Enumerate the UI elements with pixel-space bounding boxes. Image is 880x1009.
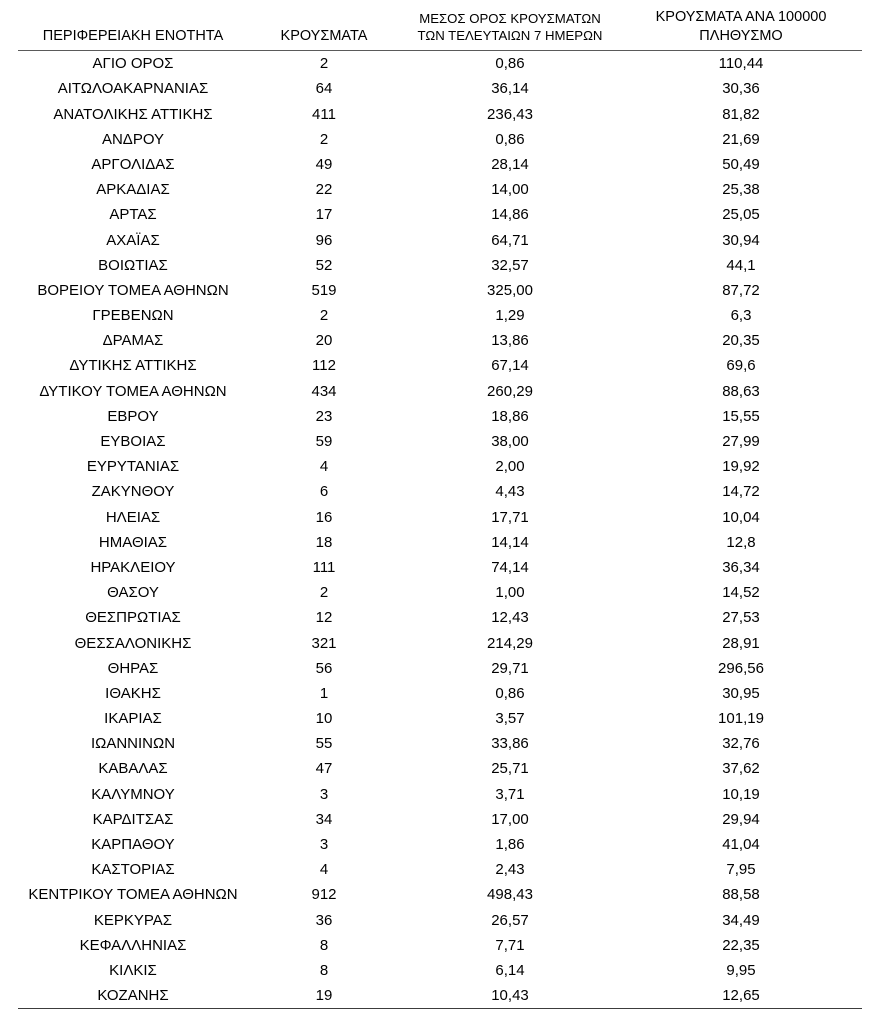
cell-cases: 321 — [311, 634, 337, 652]
column-header-per100k-line1: ΚΡΟΥΣΜΑΤΑ ΑΝΑ 100000 — [655, 9, 827, 25]
cell-region: ΑΝΔΡΟΥ — [101, 130, 165, 148]
cell-avg7: 7,71 — [495, 936, 525, 954]
cell-per100k: 25,05 — [722, 206, 760, 224]
cell-region: ΑΝΑΤΟΛΙΚΗΣ ΑΤΤΙΚΗΣ — [53, 105, 213, 123]
cell-per100k: 7,95 — [726, 861, 756, 879]
cell-per100k: 10,04 — [722, 508, 760, 526]
table-row — [18, 807, 862, 832]
cell-avg7: 18,86 — [491, 407, 529, 425]
cell-avg7: 3,57 — [495, 710, 525, 728]
cell-cases: 52 — [315, 256, 333, 274]
table-row — [18, 555, 862, 580]
cell-region: ΙΩΑΝΝΙΝΩΝ — [90, 735, 176, 753]
cell-cases: 23 — [315, 407, 333, 425]
cell-cases: 22 — [315, 181, 333, 199]
cell-cases: 3 — [319, 836, 329, 853]
cell-per100k: 27,99 — [722, 433, 760, 450]
column-header-per100k — [620, 8, 862, 51]
table-row — [18, 101, 862, 126]
cell-cases: 2 — [319, 584, 329, 602]
column-header-region: ΠΕΡΙΦΕΡΕΙΑΚΗ ΕΝΟΤΗΤΑ — [42, 27, 224, 44]
cell-cases: 18 — [315, 533, 333, 551]
cell-cases: 2 — [319, 307, 329, 325]
cell-per100k: 44,1 — [726, 256, 756, 274]
cell-avg7: 0,86 — [400, 51, 620, 77]
cell-per100k: 36,34 — [722, 558, 760, 576]
cell-per100k: 19,92 — [722, 458, 760, 476]
cell-cases: 8 — [319, 936, 329, 954]
cell-avg7: 498,43 — [487, 886, 533, 904]
cell-region: ΔΥΤΙΚΟΥ ΤΟΜΕΑ ΑΘΗΝΩΝ — [39, 382, 227, 400]
table-row — [18, 303, 862, 328]
cell-cases: 55 — [315, 735, 333, 753]
table-row — [18, 454, 862, 479]
table-row — [18, 328, 862, 353]
table-row — [18, 706, 862, 731]
cell-per100k: 29,94 — [722, 810, 760, 828]
cell-per100k: 34,49 — [722, 911, 760, 929]
table-row — [18, 404, 862, 429]
cell-avg7: 17,00 — [491, 810, 529, 828]
cell-cases: 49 — [315, 155, 333, 173]
cell-region: ΚΕΝΤΡΙΚΟΥ ΤΟΜΕΑ ΑΘΗΝΩΝ — [28, 886, 238, 904]
cell-avg7: 38,00 — [491, 433, 529, 450]
cell-avg7: 214,29 — [487, 634, 533, 652]
cell-cases: 411 — [312, 105, 336, 123]
cell-region: ΑΡΚΑΔΙΑΣ — [96, 181, 170, 199]
cell-region: ΙΘΑΚΗΣ — [105, 684, 161, 702]
cell-avg7: 1,00 — [495, 584, 525, 602]
cell-per100k: 12,65 — [620, 983, 862, 1009]
cell-per100k: 21,69 — [722, 130, 760, 148]
cell-per100k: 50,49 — [722, 155, 760, 173]
cell-region: ΒΟΡΕΙΟΥ ΤΟΜΕΑ ΑΘΗΝΩΝ — [37, 281, 229, 299]
table-row — [18, 253, 862, 278]
cell-cases: 1 — [319, 684, 329, 702]
regional-cases-table — [18, 8, 862, 1009]
cell-cases: 912 — [311, 886, 337, 904]
cell-per100k: 27,53 — [722, 609, 760, 627]
cell-per100k: 12,8 — [726, 533, 756, 551]
cell-per100k: 88,58 — [722, 886, 760, 904]
cell-region: ΓΡΕΒΕΝΩΝ — [92, 307, 174, 325]
cell-region: ΘΗΡΑΣ — [107, 659, 159, 677]
cell-cases: 10 — [315, 710, 333, 728]
cell-region: ΗΜΑΘΙΑΣ — [98, 533, 168, 551]
cell-region: ΘΑΣΟΥ — [107, 584, 159, 602]
cell-per100k: 10,19 — [722, 785, 760, 803]
cell-avg7: 13,86 — [491, 332, 529, 350]
cell-region: ΚΑΒΑΛΑΣ — [98, 760, 168, 778]
table-row — [18, 127, 862, 152]
cell-region: ΚΑΛΥΜΝΟΥ — [91, 785, 175, 803]
cell-region: ΔΡΑΜΑΣ — [102, 332, 164, 350]
cell-cases: 19 — [248, 983, 400, 1009]
cell-region: ΗΛΕΙΑΣ — [105, 508, 161, 526]
cell-per100k: 14,52 — [722, 584, 760, 602]
cell-region: ΑΙΤΩΛΟΑΚΑΡΝΑΝΙΑΣ — [57, 80, 209, 98]
cell-per100k: 30,36 — [722, 80, 760, 98]
table-row — [18, 605, 862, 630]
table-row — [18, 630, 862, 655]
cell-per100k: 32,76 — [722, 735, 760, 753]
cell-cases: 8 — [319, 961, 329, 979]
cell-avg7: 2,00 — [495, 458, 525, 476]
table-row — [18, 731, 862, 756]
cell-avg7: 6,14 — [495, 961, 525, 979]
cell-cases: 112 — [312, 357, 336, 375]
cell-region: ΕΥΡΥΤΑΝΙΑΣ — [86, 458, 180, 476]
table-row — [18, 756, 862, 781]
cell-cases: 96 — [315, 231, 333, 249]
table-row — [18, 278, 862, 303]
cell-avg7: 3,71 — [495, 785, 525, 803]
cell-cases: 2 — [248, 51, 400, 77]
table-row — [18, 177, 862, 202]
cell-avg7: 25,71 — [491, 760, 529, 778]
cell-per100k: 14,72 — [722, 483, 760, 501]
cell-per100k: 110,44 — [620, 51, 862, 77]
cell-region: ΕΒΡΟΥ — [107, 407, 159, 425]
cell-avg7: 29,71 — [491, 659, 529, 677]
cell-per100k: 81,82 — [722, 105, 760, 123]
cell-avg7: 1,86 — [495, 836, 525, 853]
cell-avg7: 4,43 — [495, 483, 525, 501]
table-row — [18, 202, 862, 227]
cell-per100k: 69,6 — [726, 357, 756, 375]
column-header-avg7 — [400, 8, 620, 51]
cell-cases: 64 — [315, 80, 333, 98]
cell-cases: 17 — [315, 206, 333, 224]
cell-per100k: 30,94 — [722, 231, 760, 249]
table-row — [18, 857, 862, 882]
column-header-avg7-line1: ΜΕΣΟΣ ΟΡΟΣ ΚΡΟΥΣΜΑΤΩΝ — [419, 11, 601, 27]
cell-per100k: 20,35 — [722, 332, 760, 350]
cell-avg7: 36,14 — [491, 80, 529, 98]
table-row — [18, 51, 862, 77]
cell-cases: 47 — [315, 760, 333, 778]
cell-cases: 12 — [315, 609, 333, 627]
cell-cases: 56 — [315, 659, 333, 677]
cell-avg7: 236,43 — [487, 105, 533, 123]
cell-per100k: 101,19 — [718, 710, 764, 728]
table-row — [18, 152, 862, 177]
cell-per100k: 22,35 — [722, 936, 760, 954]
cell-region: ΒΟΙΩΤΙΑΣ — [98, 256, 168, 274]
cell-per100k: 30,95 — [722, 684, 760, 702]
cell-avg7: 64,71 — [491, 231, 529, 249]
table-header-row — [18, 8, 862, 51]
table-row — [18, 429, 862, 454]
cell-avg7: 28,14 — [491, 155, 529, 173]
cell-per100k: 37,62 — [722, 760, 760, 778]
table-row — [18, 782, 862, 807]
table-header — [18, 8, 862, 51]
table-row — [18, 353, 862, 378]
cell-cases: 36 — [315, 911, 333, 929]
cell-cases: 111 — [312, 558, 336, 576]
cell-region: ΚΟΖΑΝΗΣ — [18, 983, 248, 1009]
cell-avg7: 260,29 — [487, 382, 533, 400]
cell-per100k: 41,04 — [722, 836, 760, 853]
cell-cases: 3 — [319, 785, 329, 803]
cell-region: ΚΕΦΑΛΛΗΝΙΑΣ — [79, 936, 187, 954]
cell-per100k: 88,63 — [722, 382, 760, 400]
cell-cases: 34 — [315, 810, 333, 828]
table-row — [18, 681, 862, 706]
table-row — [18, 933, 862, 958]
cell-cases: 6 — [319, 483, 329, 501]
cell-cases: 519 — [311, 281, 337, 299]
cell-cases: 20 — [315, 332, 333, 350]
column-header-cases: ΚΡΟΥΣΜΑΤΑ — [280, 27, 368, 44]
column-header-avg7-line2: ΤΩΝ ΤΕΛΕΥΤΑΙΩΝ 7 ΗΜΕΡΩΝ — [417, 28, 603, 44]
cell-avg7: 26,57 — [491, 911, 529, 929]
table-row — [18, 227, 862, 252]
cell-avg7: 1,29 — [495, 307, 525, 325]
cell-region: ΑΡΓΟΛΙΔΑΣ — [91, 155, 175, 173]
cell-cases: 2 — [319, 130, 329, 148]
cell-per100k: 28,91 — [722, 634, 760, 652]
cell-region: ΚΕΡΚΥΡΑΣ — [93, 911, 173, 929]
cell-avg7: 32,57 — [491, 256, 529, 274]
cell-avg7: 14,14 — [491, 533, 529, 551]
table-row — [18, 907, 862, 932]
cell-avg7: 0,86 — [495, 684, 525, 702]
cell-region: ΑΧΑΪΑΣ — [106, 231, 160, 249]
cell-cases: 59 — [315, 433, 333, 450]
table-row — [18, 479, 862, 504]
table-body — [18, 51, 862, 1009]
cell-region: ΑΡΤΑΣ — [109, 206, 157, 224]
cell-avg7: 12,43 — [491, 609, 529, 627]
cell-per100k: 15,55 — [722, 407, 760, 425]
cell-avg7: 2,43 — [495, 861, 525, 879]
cell-region: ΚΑΣΤΟΡΙΑΣ — [91, 861, 175, 879]
cell-region: ΚΑΡΠΑΘΟΥ — [91, 836, 175, 853]
cell-per100k: 87,72 — [722, 281, 760, 299]
cell-cases: 4 — [319, 861, 329, 879]
table-row — [18, 580, 862, 605]
cell-cases: 4 — [319, 458, 329, 476]
cell-avg7: 17,71 — [491, 508, 529, 526]
cell-avg7: 0,86 — [495, 130, 525, 148]
table-row — [18, 379, 862, 404]
cell-region: ΙΚΑΡΙΑΣ — [104, 710, 162, 728]
cell-avg7: 10,43 — [400, 983, 620, 1009]
column-header-per100k-line2: ΠΛΗΘΥΣΜΟ — [699, 27, 783, 44]
cell-region: ΑΓΙΟ ΟΡΟΣ — [18, 51, 248, 77]
cell-region: ΗΡΑΚΛΕΙΟΥ — [90, 558, 176, 576]
cell-region: ΚΙΛΚΙΣ — [109, 961, 157, 979]
cell-per100k: 9,95 — [726, 961, 756, 979]
table-row — [18, 958, 862, 983]
table-row — [18, 656, 862, 681]
cell-per100k: 6,3 — [730, 307, 752, 325]
cell-avg7: 14,00 — [491, 181, 529, 199]
cell-cases: 16 — [315, 508, 333, 526]
cell-region: ΘΕΣΠΡΩΤΙΑΣ — [85, 609, 181, 627]
cell-avg7: 33,86 — [491, 735, 529, 753]
cell-per100k: 25,38 — [722, 181, 760, 199]
cell-per100k: 296,56 — [718, 659, 764, 677]
table-row — [18, 882, 862, 907]
cell-cases: 434 — [311, 382, 337, 400]
cell-region: ΔΥΤΙΚΗΣ ΑΤΤΙΚΗΣ — [69, 357, 197, 375]
cell-region: ΖΑΚΥΝΘΟΥ — [91, 483, 175, 501]
cell-region: ΕΥΒΟΙΑΣ — [100, 433, 166, 450]
table-row — [18, 530, 862, 555]
table-row — [18, 983, 862, 1009]
cell-avg7: 325,00 — [487, 281, 533, 299]
cell-region: ΘΕΣΣΑΛΟΝΙΚΗΣ — [74, 634, 192, 652]
cell-region: ΚΑΡΔΙΤΣΑΣ — [92, 810, 174, 828]
table-row — [18, 76, 862, 101]
cell-avg7: 14,86 — [491, 206, 529, 224]
cell-avg7: 74,14 — [491, 558, 529, 576]
table-row — [18, 832, 862, 857]
cell-avg7: 67,14 — [491, 357, 529, 375]
table-row — [18, 504, 862, 529]
